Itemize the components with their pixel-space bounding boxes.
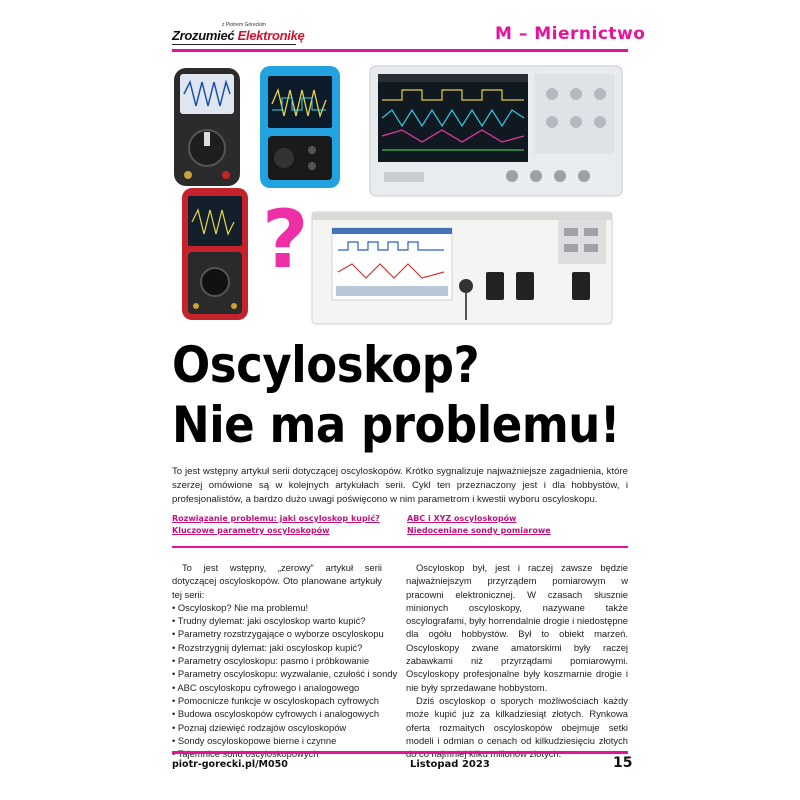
handheld-scope-blue: [260, 66, 340, 188]
related-link[interactable]: ABC i XYZ oscyloskopów: [407, 514, 517, 523]
footer-issue: Listopad 2023: [410, 759, 490, 770]
list-item: • Rozstrzygnij dylemat: jaki oscyloskop kupić?: [172, 641, 382, 654]
handheld-scope-meter-red: [182, 188, 248, 320]
benchtop-scope-rigol: [370, 66, 622, 196]
logo-byline: z Piotrem Góreckim: [222, 22, 266, 28]
handheld-scope-meter-1: [174, 68, 240, 186]
oscilloscopes-photo: [172, 60, 628, 328]
related-articles-left: [172, 513, 380, 537]
related-link[interactable]: Kluczowe parametry oscyloskopów: [172, 526, 330, 535]
left-column: [172, 561, 398, 760]
list-item: • Budowa oscyloskopów cyfrowych i analogowych: [172, 707, 382, 720]
list-item: • ABC oscyloskopu cyfrowego i analogowego: [172, 681, 382, 694]
header-divider: [172, 49, 628, 52]
list-item: • Sondy oscyloskopowe bierne i czynne: [172, 734, 382, 747]
logo-text-part1: Zrozumieć: [172, 28, 235, 43]
list-item: • Parametry rozstrzygające o wyborze oscyloskopu: [172, 627, 382, 640]
list-item: • Trudny dylemat: jaki oscyloskop warto kupić?: [172, 614, 382, 627]
question-mark: ?: [262, 193, 309, 286]
left-intro: To jest wstępny, „zerowy” artykuł serii dotyczącej oscyloskopów. Oto planowane artykuły tej serii:: [172, 562, 382, 600]
section-title: M – Miernictwo: [495, 24, 646, 44]
logo-text-part2: Elektronikę: [237, 28, 305, 43]
article-title: [172, 335, 670, 455]
title-line-2: Nie ma problemu!: [172, 396, 620, 454]
body-paragraph: Oscyloskop był, jest i raczej zawsze będzie najważniejszym przyrządem pomiarowym w pracowni elektronicznej. W czasach słusznie minionych oscyloskopy, nazywane także oscylografami, były horrendalnie drogie i niedostępne dla ogółu hobbystów. Był to obiekt marzeń. Oscyloskopy zwane amatorskimi były raczej zabawkami niż przyrządami pomiarowymi. Oscyloskopy profesjonalne były koszmarnie drogie i nie były sprzedawane hobbystom.: [406, 562, 628, 693]
related-articles-right: [407, 513, 551, 537]
right-column: [406, 561, 628, 760]
benchtop-scope-tektronix: [312, 212, 612, 324]
list-item: • Pomocnicze funkcje w oscyloskopach cyfrowych: [172, 694, 382, 707]
logo-underline: [172, 44, 296, 45]
related-link[interactable]: Niedoceniane sondy pomiarowe: [407, 526, 551, 535]
list-item: • Poznaj dziewięć rodzajów oscyloskopów: [172, 721, 382, 734]
list-item: • Parametry oscyloskopu: wyzwalanie, czułość i sondy: [172, 667, 382, 680]
title-line-1: Oscyloskop?: [172, 336, 480, 394]
article-lead: To jest wstępny artykuł serii dotyczącej oscyloskopów. Krótko sygnalizuje najważniejsze zagadnienia, które szerzej omówione są w kolejnych artykułach serii. Cykl ten przeznaczony jest i dla hobbystów, i profesjonalistów, a bardzo dużo uwagi poświęcono w nim parametrom i kwestii wyboru oscyloskopu.: [172, 466, 628, 505]
series-list: [172, 601, 398, 761]
body-paragraph: Dziś oscyloskop o sporych możliwościach każdy może kupić już za kilkadziesiąt złotych. Rynkowa oferta rozmaitych oscyloskopów obejmuje setki modeli i odmian o cenach od kilkudziesięciu złotych: [406, 694, 628, 746]
magazine-logo: [172, 22, 312, 52]
related-link[interactable]: Rozwiązanie problemu: jaki oscyloskop kupić?: [172, 514, 380, 523]
footer-url[interactable]: piotr-gorecki.pl/M050: [172, 759, 288, 770]
list-item: • Oscyloskop? Nie ma problemu!: [172, 601, 382, 614]
footer-divider: [172, 751, 628, 754]
list-item: • Parametry oscyloskopu: pasmo i próbkowanie: [172, 654, 382, 667]
page-number: 15: [613, 755, 633, 771]
section-divider: [172, 546, 628, 548]
